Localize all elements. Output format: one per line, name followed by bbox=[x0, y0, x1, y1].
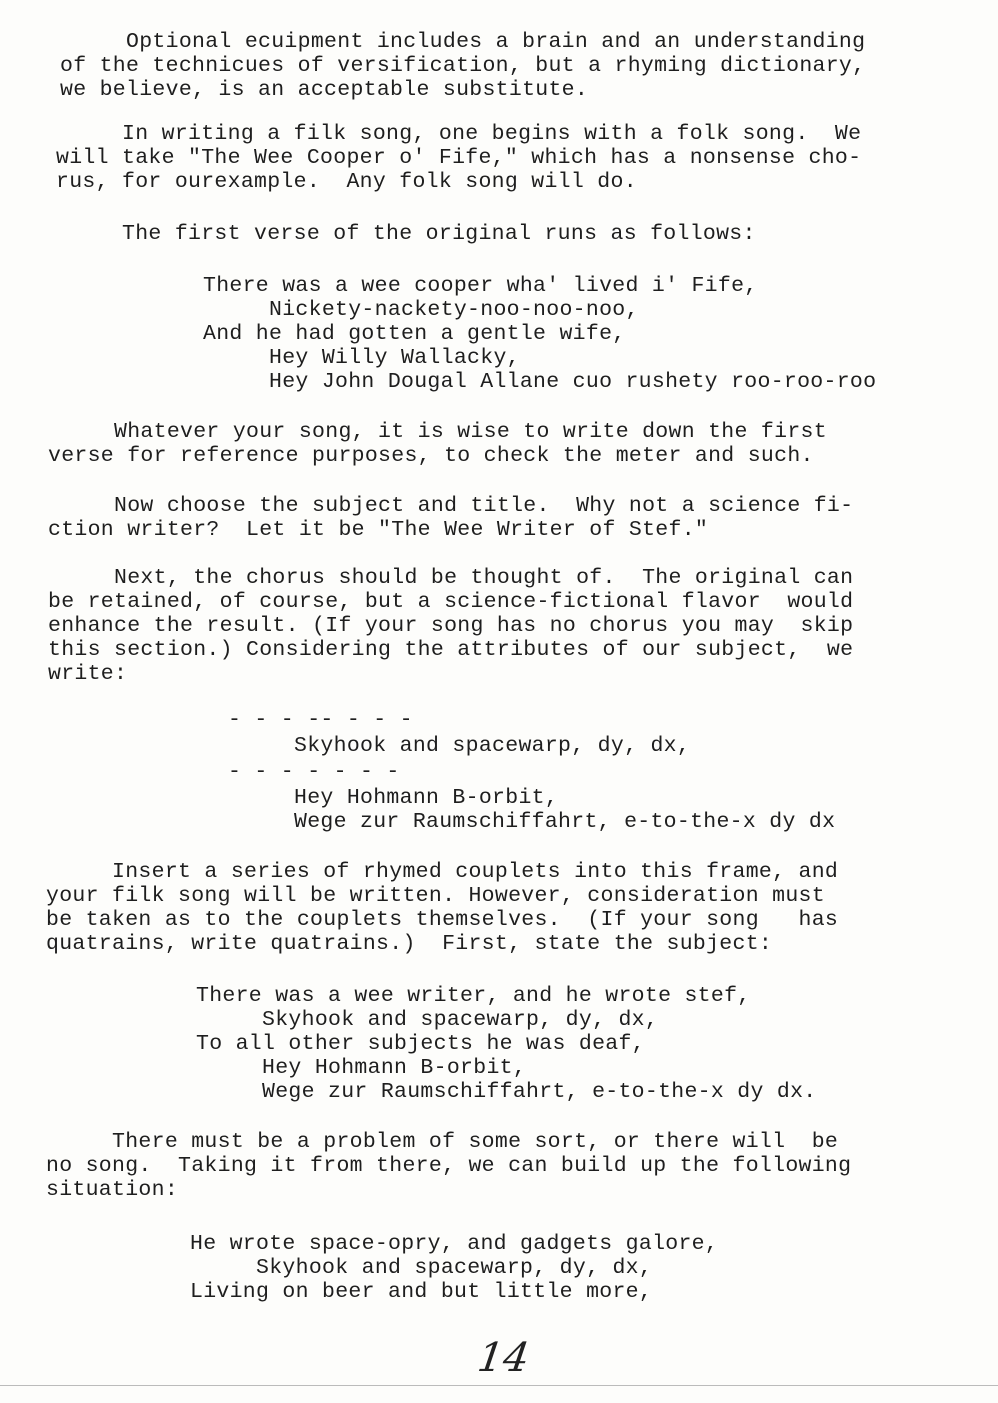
verse-line: Skyhook and spacewarp, dy, dx, bbox=[196, 1008, 659, 1032]
verse-line: Nickety-nackety-noo-noo-noo, bbox=[203, 298, 639, 322]
verse-line: Skyhook and spacewarp, dy, dx, bbox=[190, 1256, 653, 1280]
text-line: Next, the chorus should be thought of. The original can bbox=[48, 566, 854, 590]
verse-line: There was a wee writer, and he wrote stef, bbox=[196, 984, 751, 1008]
verse-line: Living on beer and but little more, bbox=[190, 1280, 653, 1304]
chorus-line: - - - -- - - - bbox=[228, 708, 413, 732]
verse-line: He wrote space-opry, and gadgets galore, bbox=[190, 1232, 719, 1256]
text-line: In writing a filk song, one begins with a folk song. We bbox=[56, 122, 862, 146]
text-line: verse for reference purposes, to check the meter and such. bbox=[48, 444, 814, 468]
text-line: situation: bbox=[46, 1178, 179, 1202]
page-edge bbox=[0, 1385, 998, 1386]
text-line: we believe, is an acceptable substitute. bbox=[60, 78, 589, 102]
chorus-line: Hey Hohmann B-orbit, bbox=[228, 786, 559, 810]
text-line: Now choose the subject and title. Why not a science fi- bbox=[48, 494, 854, 518]
verse-line: Hey Hohmann B-orbit, bbox=[196, 1056, 527, 1080]
verse-line: Wege zur Raumschiffahrt, e-to-the-x dy dx. bbox=[196, 1080, 817, 1104]
text-line: There must be a problem of some sort, or there will be bbox=[46, 1130, 839, 1154]
verse-line: Hey John Dougal Allane cuo rushety roo-roo-roo bbox=[203, 370, 877, 394]
text-line: rus, for ourexample. Any folk song will do. bbox=[56, 170, 637, 194]
chorus-line: - - - - - - - bbox=[228, 760, 400, 784]
verse-line: And he had gotten a gentle wife, bbox=[203, 322, 626, 346]
text-line: ction writer? Let it be "The Wee Writer of Stef." bbox=[48, 518, 709, 542]
chorus-line: Skyhook and spacewarp, dy, dx, bbox=[228, 734, 691, 758]
text-line: be retained, of course, but a science-fictional flavor would bbox=[48, 590, 854, 614]
text-line: Whatever your song, it is wise to write down the first bbox=[48, 420, 827, 444]
verse-line: To all other subjects he was deaf, bbox=[196, 1032, 645, 1056]
text-line: Optional ecuipment includes a brain and an understanding bbox=[60, 30, 866, 54]
text-line: The first verse of the original runs as follows: bbox=[56, 222, 756, 246]
page-number: 14 bbox=[474, 1335, 533, 1381]
text-line: no song. Taking it from there, we can build up the following bbox=[46, 1154, 852, 1178]
text-line: your filk song will be written. However, consideration must bbox=[46, 884, 825, 908]
text-line: Insert a series of rhymed couplets into this frame, and bbox=[46, 860, 839, 884]
text-line: this section.) Considering the attributes of our subject, we bbox=[48, 638, 854, 662]
text-line: enhance the result. (If your song has no chorus you may skip bbox=[48, 614, 854, 638]
verse-line: There was a wee cooper wha' lived i' Fife, bbox=[203, 274, 758, 298]
text-line: write: bbox=[48, 662, 128, 686]
chorus-line: Wege zur Raumschiffahrt, e-to-the-x dy dx bbox=[228, 810, 836, 834]
text-line: of the technicues of versification, but a rhyming dictionary, bbox=[60, 54, 866, 78]
verse-line: Hey Willy Wallacky, bbox=[203, 346, 520, 370]
text-line: will take "The Wee Cooper o' Fife," which has a nonsense cho- bbox=[56, 146, 862, 170]
text-line: be taken as to the couplets themselves. (If your song has bbox=[46, 908, 839, 932]
text-line: quatrains, write quatrains.) First, state the subject: bbox=[46, 932, 773, 956]
